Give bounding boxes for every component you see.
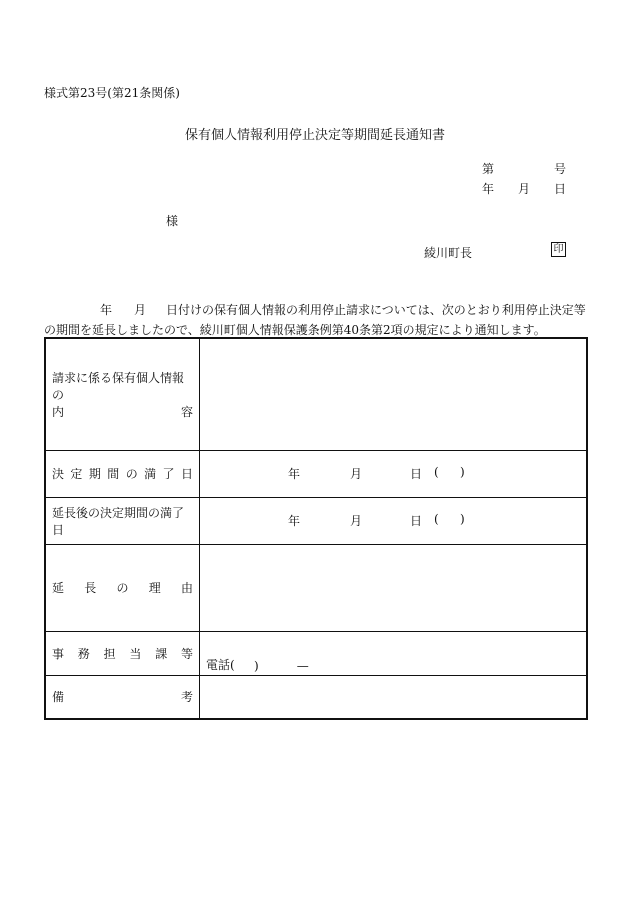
table-row	[45, 675, 587, 719]
content-label-line2b: 容	[180, 404, 193, 419]
document-number-line	[482, 160, 566, 177]
document-title: 保有個人情報利用停止決定等期間延長通知書	[184, 128, 445, 143]
date-month-label: 月	[517, 182, 530, 196]
seal-stamp: 印	[551, 242, 566, 257]
table-row	[45, 450, 587, 497]
label-char: 了	[162, 467, 175, 481]
number-suffix: 号	[553, 162, 566, 176]
label-char: 決	[52, 467, 65, 481]
paragraph-body: 日付けの保有個人情報の利用停止請求については、次のとおり利用停止決定等の期間を延長しましたので、綾川町個人情報保護条例第40条第2項の規定により通知します。	[44, 303, 586, 337]
label-char: 期	[88, 467, 101, 481]
label-char: 等	[180, 646, 193, 661]
extended-month: 月	[350, 514, 363, 528]
label-char: 備	[52, 690, 65, 705]
label-char: 考	[180, 690, 193, 705]
reason-value-cell[interactable]	[200, 544, 588, 631]
label-char: の	[125, 467, 138, 481]
phone-dash: —	[296, 658, 309, 673]
issuer-name: 綾川町長	[424, 246, 473, 260]
extended-paren-close: )	[460, 512, 465, 526]
remarks-label-cell	[45, 675, 200, 719]
table-row	[45, 497, 587, 544]
label-char: 務	[77, 646, 90, 661]
label-char: 満	[144, 467, 157, 481]
date-year-label: 年	[482, 182, 495, 196]
table-row	[45, 544, 587, 631]
addressee-line: 様	[165, 214, 178, 228]
label-char: 定	[70, 467, 83, 481]
label-char: 由	[180, 581, 193, 595]
label-char: 事	[52, 646, 65, 661]
date-day-label: 日	[553, 182, 566, 196]
notice-paragraph	[44, 300, 590, 340]
extended-paren-open: (	[434, 512, 439, 526]
extended-value-cell[interactable]	[200, 497, 588, 544]
notice-table	[44, 337, 588, 720]
number-prefix: 第	[482, 162, 495, 176]
content-label-cell	[45, 338, 200, 450]
deadline-paren-open: (	[434, 465, 439, 479]
label-char: の	[116, 581, 129, 595]
staff-label	[52, 645, 193, 662]
label-char: 間	[107, 467, 120, 481]
label-char: 長	[84, 581, 97, 595]
remarks-label	[52, 688, 193, 705]
label-char: 課	[155, 646, 168, 661]
content-label-line1: 請求に係る保有個人情報の	[52, 370, 185, 402]
deadline-label-cell	[45, 450, 200, 497]
remarks-value-cell[interactable]	[200, 675, 588, 719]
deadline-value-cell[interactable]	[200, 450, 588, 497]
paragraph-year: 年	[100, 303, 113, 317]
content-value-cell[interactable]	[200, 338, 588, 450]
form-number: 様式第23号(第21条関係)	[44, 86, 180, 100]
content-label-line2a: 内	[52, 404, 65, 419]
deadline-year: 年	[288, 467, 301, 481]
extended-label: 延長後の決定期間の満了日	[52, 505, 185, 537]
deadline-label	[52, 465, 193, 482]
label-char: 理	[148, 581, 161, 595]
document-date-line	[482, 180, 566, 197]
label-char: 日	[180, 467, 193, 481]
label-char: 担	[103, 646, 116, 661]
deadline-month: 月	[350, 467, 363, 481]
deadline-paren-close: )	[460, 465, 465, 479]
label-char: 延	[52, 581, 65, 595]
extended-label-cell	[45, 497, 200, 544]
staff-value-cell[interactable]	[200, 631, 588, 675]
extended-year: 年	[288, 514, 301, 528]
label-char: 当	[129, 646, 142, 661]
reason-label-cell	[45, 544, 200, 631]
phone-close: )	[254, 658, 259, 673]
table-row	[45, 338, 587, 450]
paragraph-month: 月	[134, 303, 147, 317]
phone-label: 電話(	[206, 657, 235, 672]
staff-label-cell	[45, 631, 200, 675]
reason-label	[52, 579, 193, 596]
table-row	[45, 631, 587, 675]
extended-day: 日	[410, 514, 423, 528]
deadline-day: 日	[410, 467, 423, 481]
